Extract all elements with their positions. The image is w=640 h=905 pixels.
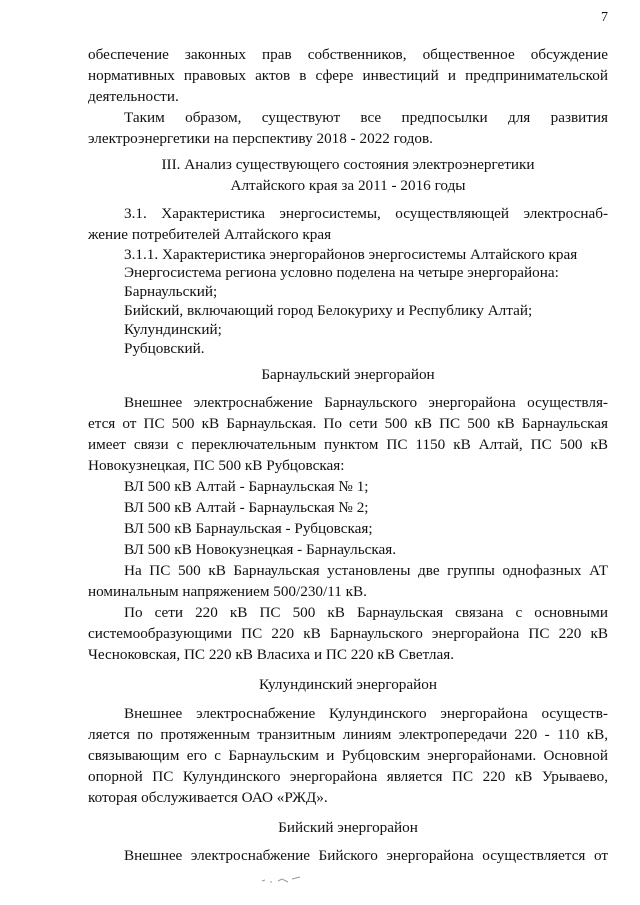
list-item: ВЛ 500 кВ Новокузнецкая - Барнаульская. xyxy=(124,541,397,558)
section-heading: Алтайского края за 2011 - 2016 годы xyxy=(230,177,466,194)
text-line: которая обслуживается ОАО «РЖД». xyxy=(88,789,328,806)
subsection-heading: Кулундинский энергорайон xyxy=(259,676,437,693)
subsection-heading: Бийский энергорайон xyxy=(278,819,418,836)
text-line: деятельности. xyxy=(88,88,179,105)
list-item: ВЛ 500 кВ Алтай - Барнаульская № 2; xyxy=(124,499,369,516)
text-line: ется от ПС 500 кВ Барнаульская. По сети 500 кВ ПС 500 кВ Барнаульская xyxy=(88,415,608,432)
text-line: Внешнее электроснабжение Барнаульского энергорайона осуществля- xyxy=(124,394,608,411)
text-line: Энергосистема региона условно поделена на четыре энергорайона: xyxy=(124,264,559,281)
list-item: Кулундинский; xyxy=(124,321,222,338)
section-heading: III. Анализ существующего состояния электроэнергетики xyxy=(161,156,535,173)
list-item: Барнаульский; xyxy=(124,283,218,300)
list-item: ВЛ 500 кВ Алтай - Барнаульская № 1; xyxy=(124,478,369,495)
text-line: ляется по протяженным транзитным линиям электропередачи 220 - 110 кВ, xyxy=(88,726,608,743)
text-line: Чесноковская, ПС 220 кВ Власиха и ПС 220 кВ Светлая. xyxy=(88,646,454,663)
scan-artifact-mark xyxy=(258,874,318,884)
text-line: связывающим его с Барнаульским и Рубцовским энергорайонами. Основной xyxy=(88,747,608,764)
list-item: ВЛ 500 кВ Барнаульская - Рубцовская; xyxy=(124,520,373,537)
text-line: Внешнее электроснабжение Кулундинского энергорайона осуществ- xyxy=(124,705,608,722)
text-line: опорной ПС Кулундинского энергорайона является ПС 220 кВ Урываево, xyxy=(88,768,608,785)
list-item: Бийский, включающий город Белокуриху и Республику Алтай; xyxy=(124,302,533,319)
text-line: Внешнее электроснабжение Бийского энергорайона осуществляется от xyxy=(124,847,608,864)
text-line: нормативных правовых актов в сфере инвестиций и предпринимательской xyxy=(88,67,608,84)
list-item: Рубцовский. xyxy=(124,340,205,357)
text-line: 3.1. Характеристика энергосистемы, осуществляющей электроснаб- xyxy=(124,205,608,222)
text-line: обеспечение законных прав собственников, общественное обсуждение xyxy=(88,46,608,63)
text-line: имеет связи с переключательным пунктом ПС 1150 кВ Алтай, ПС 500 кВ xyxy=(88,436,608,453)
text-line: 3.1.1. Характеристика энергорайонов энергосистемы Алтайского края xyxy=(124,246,578,263)
text-line: На ПС 500 кВ Барнаульская установлены две группы однофазных АТ xyxy=(124,562,608,579)
subsection-heading: Барнаульский энергорайон xyxy=(261,366,435,383)
page-number: 7 xyxy=(601,10,608,25)
text-line: электроэнергетики на перспективу 2018 - 2022 годов. xyxy=(88,130,433,147)
text-line: Таким образом, существуют все предпосылки для развития xyxy=(124,109,608,126)
text-line: системообразующими ПС 220 кВ Барнаульского энергорайона ПС 220 кВ xyxy=(88,625,608,642)
text-line: номинальным напряжением 500/230/11 кВ. xyxy=(88,583,367,600)
text-line: жение потребителей Алтайского края xyxy=(88,226,332,243)
text-line: По сети 220 кВ ПС 500 кВ Барнаульская связана с основными xyxy=(124,604,608,621)
text-line: Новокузнецкая, ПС 500 кВ Рубцовская: xyxy=(88,457,345,474)
